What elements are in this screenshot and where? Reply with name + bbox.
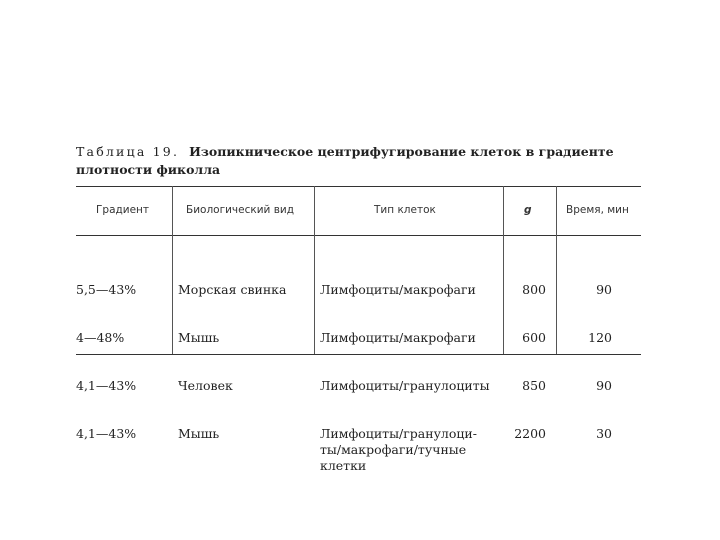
cell-species: Человек [178,378,233,393]
column-divider [556,186,557,354]
cell-gradient: 5,5—43% [76,282,137,297]
cell-species: Мышь [178,330,220,345]
cell-cell-type: Лимфоциты/макрофаги [320,282,476,297]
column-species [178,250,286,458]
cell-cell-type: Лимфоциты/гранулоциты [320,378,490,393]
cell-time: 90 [596,282,612,297]
cell-g: 2200 [514,426,546,441]
cell-time: 120 [588,330,612,345]
caption-title: Изопикническое центрифугирование клеток в градиенте плотности фиколла [76,144,614,177]
header-time: Время, мин [566,204,629,216]
column-gradient [76,250,136,458]
column-divider [314,186,315,354]
cell-species: Мышь [178,426,220,441]
caption-label: Таблица 19. [76,144,180,159]
cell-gradient: 4—48% [76,330,125,345]
cell-g: 800 [522,282,546,297]
header-gradient: Градиент [96,204,150,216]
header-g: g [524,204,532,216]
cell-g: 600 [522,330,546,345]
cell-cell-type: Лимфоциты/макрофаги [320,330,476,345]
column-divider [503,186,504,354]
column-time [560,250,612,458]
column-cell-type [320,250,490,490]
table-caption [76,143,636,179]
cell-time: 30 [596,426,612,441]
header-cell-type: Тип клеток [374,204,436,216]
cell-time: 90 [596,378,612,393]
column-divider [172,186,173,354]
cell-species: Морская свинка [178,282,287,297]
header-species: Биологический вид [186,204,294,216]
cell-gradient: 4,1—43% [76,378,137,393]
column-g [506,250,546,458]
cell-g: 850 [522,378,546,393]
cell-cell-type: Лимфоциты/гранулоци- ты/макрофаги/тучные клетки [320,426,477,473]
cell-gradient: 4,1—43% [76,426,137,441]
